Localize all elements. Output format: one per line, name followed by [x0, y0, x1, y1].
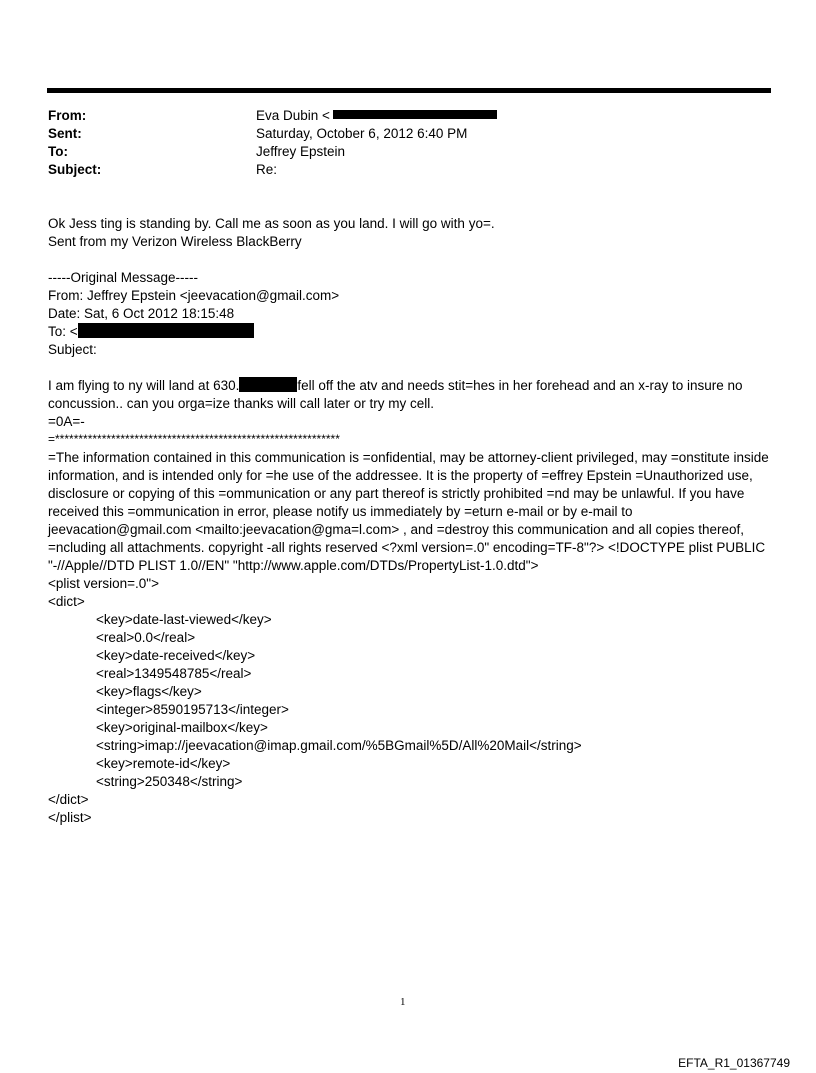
reply-line-1: Ok Jess ting is standing by. Call me as soon as you land. I will go with yo=.	[48, 216, 495, 231]
dict-open: <dict>	[48, 594, 85, 609]
body-text: fell off the atv and needs stit=hes in her forehead and an x-ray to insure no	[297, 378, 743, 393]
dict-close: </dict>	[48, 792, 89, 807]
original-from: From: Jeffrey Epstein <jeevacation@gmail.com>	[48, 288, 340, 303]
plist-entry: <real>0.0</real>	[96, 630, 196, 645]
header-rule	[47, 88, 771, 93]
bates-number: EFTA_R1_01367749	[678, 1056, 790, 1070]
plist-entry: <integer>8590195713</integer>	[96, 702, 289, 717]
original-to: To: <	[48, 324, 78, 339]
plist-entry: <real>1349548785</real>	[96, 666, 252, 681]
reply-line-2: Sent from my Verizon Wireless BlackBerry	[48, 234, 302, 249]
plist-entry: <key>original-mailbox</key>	[96, 720, 268, 735]
original-to-row	[48, 323, 772, 341]
plist-entry: <key>remote-id</key>	[96, 756, 231, 771]
disclaimer-paragraph: =The information contained in this communication is =onfidential, may be attorney-client privileged, may =onstitute inside information, and is intended only for =he use of the addressee. It is the property of =effrey Epstein =Unauthorized use, disclosure or copying of this =ommunication or any part thereof is strictly prohibited =nd may be unlawful. If you have received this =ommunication in error, please notify us immediately by =eturn e-mail or by e-mail to jeevacation@gmail.com <mailto:jeevacation@gma=l.com> , and =destroy this communication and all copies thereof, =ncluding all attachments. copyright -all rights reserved <?xml version=.0" encoding=TF-8"?> <!DOCTYPE plist PUBLIC "-//Apple//DTD PLIST 1.0//EN" "http://www.apple.com/DTDs/PropertyList-1.0.dtd">	[48, 450, 769, 573]
original-subject: Subject:	[48, 342, 97, 357]
plist-close: </plist>	[48, 810, 92, 825]
body-text: I am flying to ny will land at 630.	[48, 378, 240, 393]
plist-entry: <key>date-last-viewed</key>	[96, 612, 272, 627]
original-body-line-1	[48, 377, 772, 395]
original-body-line-2: concussion.. can you orga=ize thanks will call later or try my cell.	[48, 396, 435, 411]
stars-line: =*************************************************************	[48, 432, 340, 446]
original-date: Date: Sat, 6 Oct 2012 18:15:48	[48, 306, 235, 321]
sent-value: Saturday, October 6, 2012 6:40 PM	[256, 126, 468, 141]
original-marker: -----Original Message-----	[48, 270, 199, 285]
plist-entry: <key>flags</key>	[96, 684, 202, 699]
page-number: 1	[400, 996, 406, 1008]
redaction-bar	[333, 110, 497, 119]
code-line: =0A=-	[48, 414, 85, 429]
plist-entry: <string>imap://jeevacation@imap.gmail.com/%5BGmail%5D/All%20Mail</string>	[96, 738, 582, 753]
redaction-bar	[78, 323, 254, 338]
to-value: Jeffrey Epstein	[256, 144, 346, 159]
plist-open: <plist version=.0">	[48, 576, 159, 591]
from-label: From:	[48, 108, 87, 123]
sent-label: Sent:	[48, 126, 82, 141]
plist-entry: <key>date-received</key>	[96, 648, 256, 663]
subject-label: Subject:	[48, 162, 102, 177]
to-label: To:	[48, 144, 68, 159]
subject-value: Re:	[256, 162, 278, 177]
redaction-bar	[239, 377, 297, 392]
plist-entry: <string>250348</string>	[96, 774, 243, 789]
from-value: Eva Dubin <	[256, 108, 330, 123]
